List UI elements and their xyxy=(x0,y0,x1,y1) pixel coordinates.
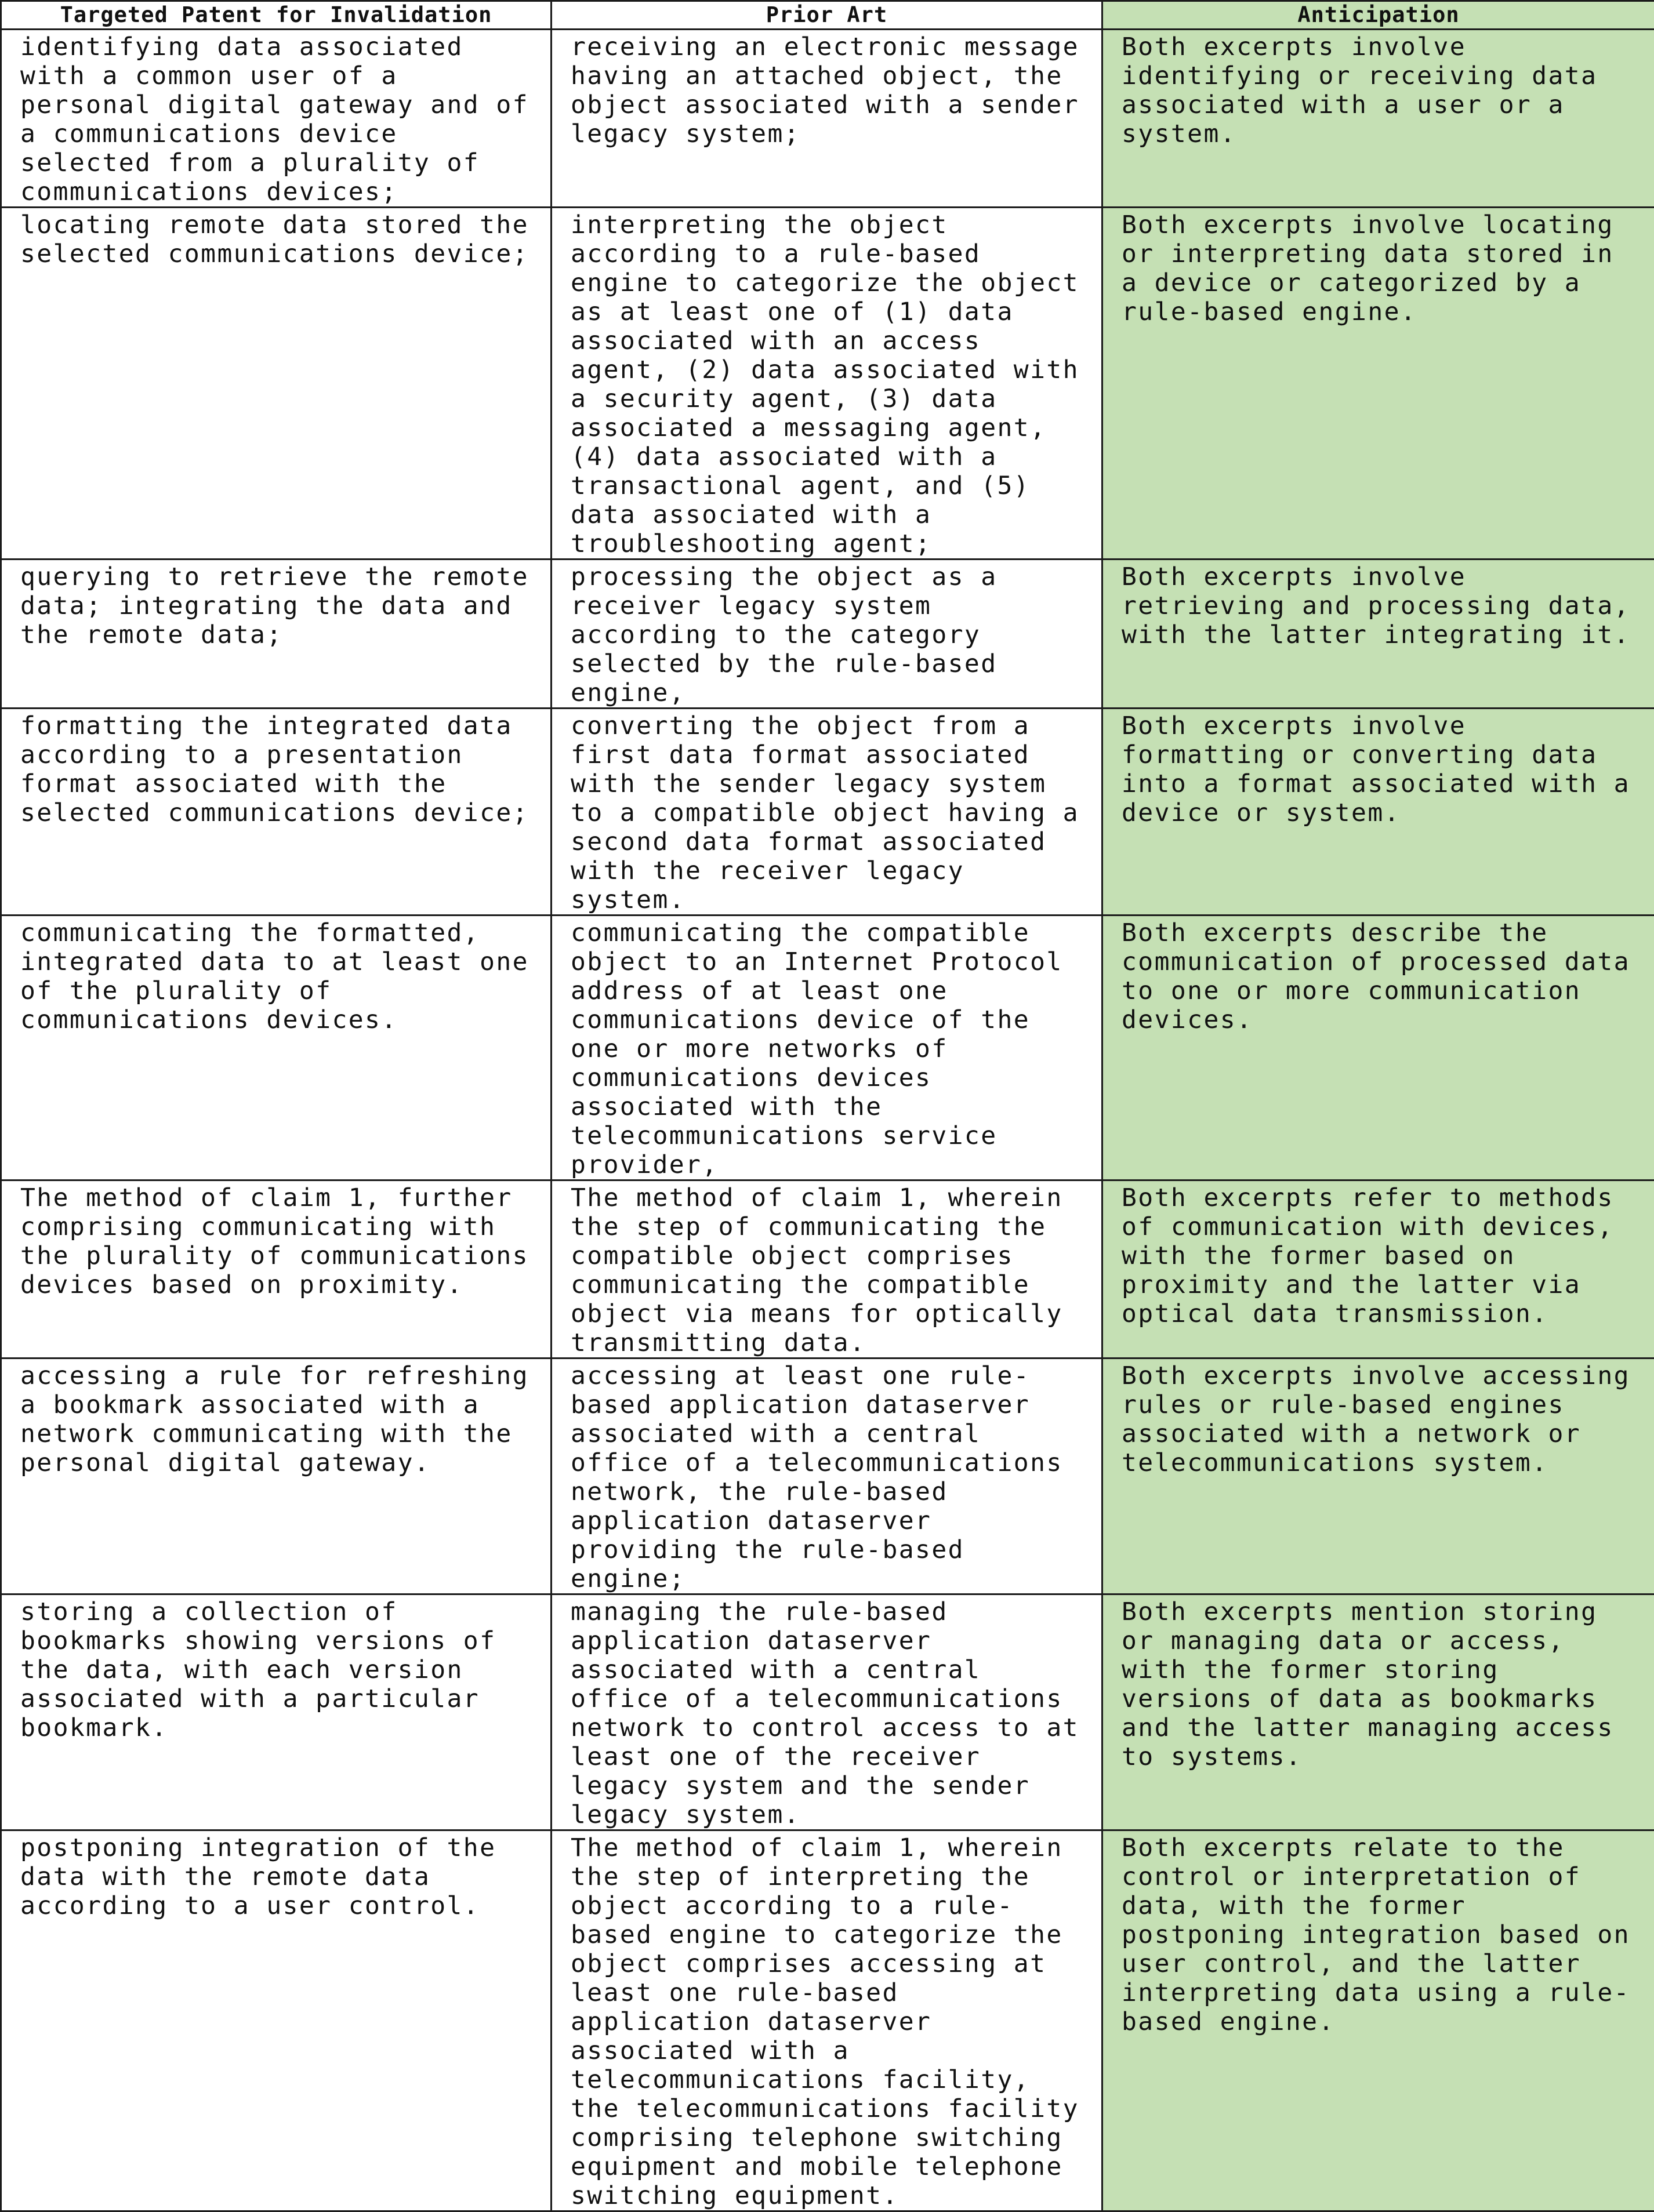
header-targeted-patent: Targeted Patent for Invalidation xyxy=(1,1,552,30)
targeted-patent-cell: querying to retrieve the remote data; integrating the data and the remote data; xyxy=(1,560,552,709)
targeted-patent-cell: postponing integration of the data with the remote data according to a user control. xyxy=(1,1830,552,2211)
targeted-patent-cell: The method of claim 1, further comprising communicating with the plurality of communications devices based on proximity. xyxy=(1,1181,552,1359)
prior-art-cell: converting the object from a first data format associated with the sender legacy system to a compatible object having a second data format associated with the receiver legacy system. xyxy=(552,709,1102,916)
anticipation-cell: Both excerpts describe the communication of processed data to one or more communication devices. xyxy=(1102,916,1654,1181)
table-row xyxy=(1,1830,1654,2211)
anticipation-cell: Both excerpts refer to methods of communication with devices, with the former based on proximity and the latter via optical data transmission. xyxy=(1102,1181,1654,1359)
anticipation-cell: Both excerpts mention storing or managing data or access, with the former storing versions of data as bookmarks and the latter managing access to systems. xyxy=(1102,1594,1654,1830)
table-row xyxy=(1,560,1654,709)
prior-art-cell: processing the object as a receiver legacy system according to the category selected by the rule-based engine, xyxy=(552,560,1102,709)
prior-art-cell: receiving an electronic message having an attached object, the object associated with a sender legacy system; xyxy=(552,30,1102,208)
targeted-patent-cell: accessing a rule for refreshing a bookmark associated with a network communicating with the personal digital gateway. xyxy=(1,1359,552,1594)
table-row xyxy=(1,1181,1654,1359)
table-row xyxy=(1,916,1654,1181)
prior-art-cell: interpreting the object according to a rule-based engine to categorize the object as at least one of (1) data associated with an access agent, (2) data associated with a security agent, (3) data associated a messaging agent, (4) data associated with a transactional agent, and (5) data associated with a troubleshooting agent; xyxy=(552,208,1102,560)
header-prior-art: Prior Art xyxy=(552,1,1102,30)
header-anticipation: Anticipation xyxy=(1102,1,1654,30)
prior-art-cell: The method of claim 1, wherein the step of interpreting the object according to a rule-based engine to categorize the object comprises accessing at least one rule-based application dataserver associated with a telecommunications facility, the telecommunications facility comprising telephone switching equipment and mobile telephone switching equipment. xyxy=(552,1830,1102,2211)
prior-art-cell: The method of claim 1, wherein the step of communicating the compatible object comprises communicating the compatible object via means for optically transmitting data. xyxy=(552,1181,1102,1359)
anticipation-cell: Both excerpts relate to the control or interpretation of data, with the former postponing integration based on user control, and the latter interpreting data using a rule-based engine. xyxy=(1102,1830,1654,2211)
targeted-patent-cell: identifying data associated with a common user of a personal digital gateway and of a communications device selected from a plurality of communications devices; xyxy=(1,30,552,208)
header-row xyxy=(1,1,1654,30)
anticipation-cell: Both excerpts involve locating or interpreting data stored in a device or categorized by a rule-based engine. xyxy=(1102,208,1654,560)
anticipation-cell: Both excerpts involve formatting or converting data into a format associated with a device or system. xyxy=(1102,709,1654,916)
anticipation-cell: Both excerpts involve accessing rules or rule-based engines associated with a network or telecommunications system. xyxy=(1102,1359,1654,1594)
prior-art-cell: accessing at least one rule-based application dataserver associated with a central office of a telecommunications network, the rule-based application dataserver providing the rule-based engine; xyxy=(552,1359,1102,1594)
table-row xyxy=(1,1594,1654,1830)
prior-art-cell: communicating the compatible object to an Internet Protocol address of at least one communications device of the one or more networks of communications devices associated with the telecommunications service provider, xyxy=(552,916,1102,1181)
table-row xyxy=(1,208,1654,560)
table-row xyxy=(1,1359,1654,1594)
targeted-patent-cell: storing a collection of bookmarks showing versions of the data, with each version associated with a particular bookmark. xyxy=(1,1594,552,1830)
targeted-patent-cell: locating remote data stored the selected communications device; xyxy=(1,208,552,560)
targeted-patent-cell: communicating the formatted, integrated data to at least one of the plurality of communications devices. xyxy=(1,916,552,1181)
prior-art-cell: managing the rule-based application dataserver associated with a central office of a telecommunications network to control access to at least one of the receiver legacy system and the sender legacy system. xyxy=(552,1594,1102,1830)
targeted-patent-cell: formatting the integrated data according to a presentation format associated with the selected communications device; xyxy=(1,709,552,916)
anticipation-cell: Both excerpts involve retrieving and processing data, with the latter integrating it. xyxy=(1102,560,1654,709)
anticipation-cell: Both excerpts involve identifying or receiving data associated with a user or a system. xyxy=(1102,30,1654,208)
table-row xyxy=(1,709,1654,916)
table-row xyxy=(1,30,1654,208)
